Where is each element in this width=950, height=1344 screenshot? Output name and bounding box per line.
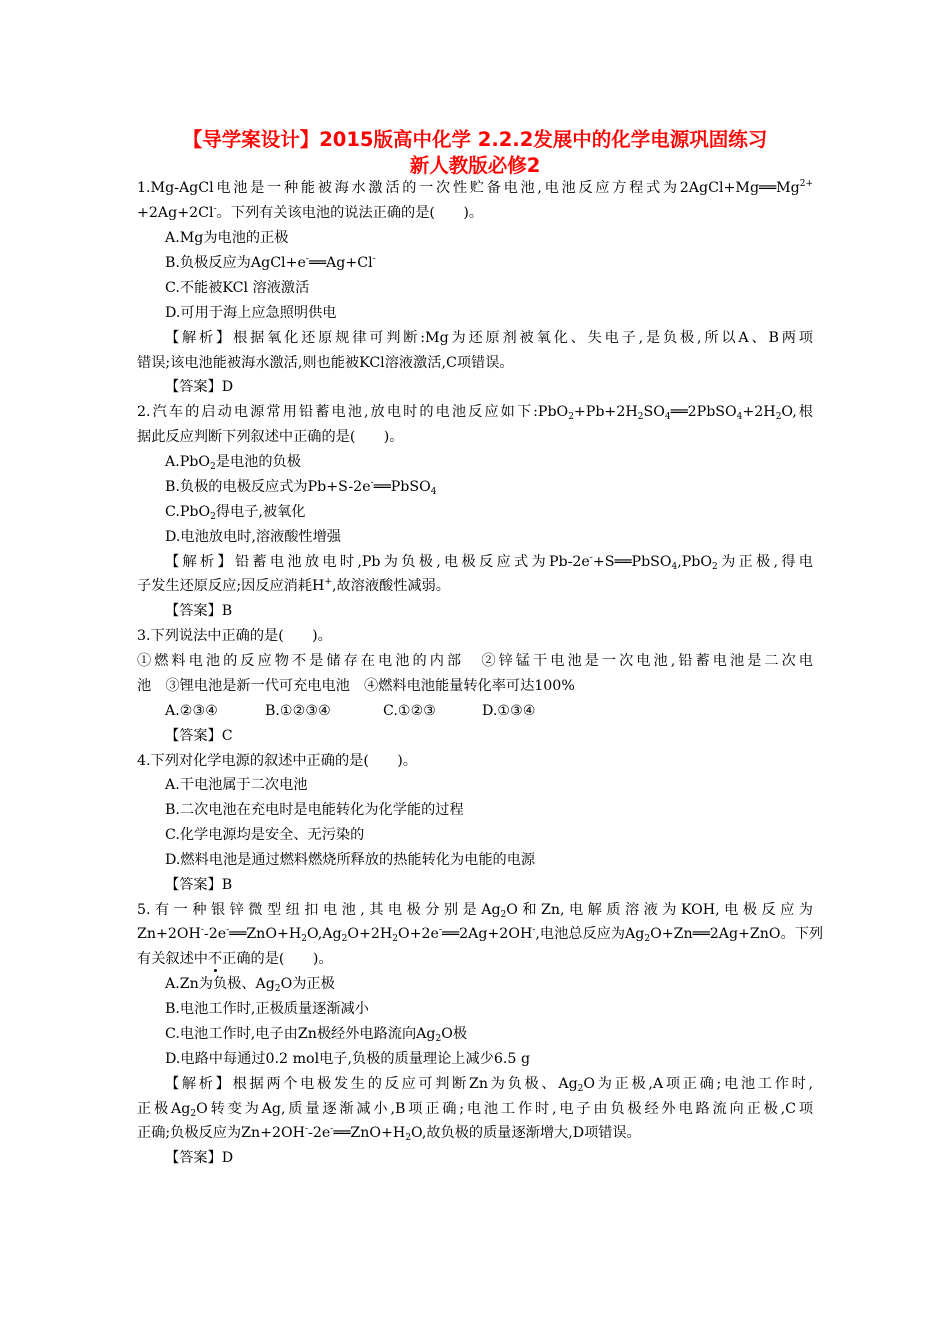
q3-option-c: C.①②③: [383, 703, 437, 719]
q1-option-a: A.Mg为电池的正极: [165, 230, 289, 246]
q3-items-line1: ①燃料电池的反应物不是储存在电池的内部 ②锌锰干电池是一次电池,铅蓄电池是二次电: [137, 653, 813, 669]
q4-option-a: A.干电池属于二次电池: [165, 777, 308, 793]
q5-option-c: C.电池工作时,电子由Zn极经外电路流向$Ag_2O$极: [165, 1026, 468, 1044]
q5-answer: 【答案】D: [165, 1150, 234, 1166]
q5-stem-line1: 5.有一种银锌微型纽扣电池,其电极分别是$Ag_2O$和Zn,电解质溶液为KOH,电极反应为: [137, 902, 813, 920]
q3-option-b: B.①②③④: [265, 703, 331, 719]
q5-option-d: D.电路中每通过0.2 mol电子,负极的质量理论上减少6.5 g: [165, 1051, 531, 1067]
q2-answer: 【答案】B: [165, 603, 233, 619]
q2-stem-line1: 2.汽车的启动电源常用铅蓄电池,放电时的电池反应如下$:PbO_2+Pb+2H_2SO_4══2PbSO_4+2H_2O$,根: [137, 404, 813, 422]
q1-answer: 【答案】D: [165, 379, 234, 395]
q4-option-b: B.二次电池在充电时是电能转化为化学能的过程: [165, 802, 464, 818]
q5-analysis-line3: 正确;负极反应为$Zn+2OH^--2e^-══ZnO+H_2O$,故负极的质量逐渐增大,D项错误。: [137, 1124, 641, 1143]
q3-items-line2: 池 ③锂电池是新一代可充电电池 ④燃料电池能量转化率可达100%: [137, 678, 575, 694]
q4-option-d: D.燃料电池是通过燃料燃烧所释放的热能转化为电能的电源: [165, 852, 536, 868]
q2-analysis-line2: 子发生还原反应;因反应消耗H+,故溶液酸性减弱。: [137, 577, 450, 594]
q3-stem: 3.下列说法中正确的是( )。: [137, 628, 332, 644]
q5-stem-line2: $Zn+2OH^--2e^-══ZnO+H_2O,Ag_2O+2H_2O+2e^-══2Ag+2OH^-$,电池总反应为$Ag_2O+Zn══2Ag+ZnO$。下列: [137, 925, 824, 944]
q2-option-d: D.电池放电时,溶液酸性增强: [165, 529, 341, 545]
q4-stem: 4.下列对化学电源的叙述中正确的是( )。: [137, 753, 417, 769]
q1-option-b: B.负极反应为AgCl+e-══Ag+Cl-: [165, 254, 376, 271]
q1-option-c: C.不能被KCl 溶液激活: [165, 280, 310, 296]
q5-stem-line3: [137, 950, 333, 968]
q5-option-a: A.Zn为负极、$Ag_2O$为正极: [165, 976, 335, 994]
q5-stem-line3-correct: 正确: [222, 951, 251, 967]
q3-option-d: D.①③④: [482, 703, 536, 719]
q2-option-b: B.负极的电极反应式为Pb+S-2e-══PbSO$_4$: [165, 478, 437, 497]
q1-analysis-line2: 错误;该电池能被海水激活,则也能被KCl溶液激活,C项错误。: [137, 355, 514, 371]
q5-stem-line3-pre: 有关叙述中: [137, 951, 208, 967]
q1-stem-line1: 1.Mg-AgCl电池是一种能被海水激活的一次性贮备电池,电池反应方程式为$2AgCl+Mg══Mg^{2+}$: [137, 179, 813, 196]
q5-analysis-line1: 【解析】根据两个电极发生的反应可判断Zn为负极、$Ag_2O$为正极,A项正确;电池工作时,: [165, 1076, 813, 1094]
q3-answer: 【答案】C: [165, 728, 233, 744]
q1-analysis-line1: 【解析】根据氧化还原规律可判断:Mg为还原剂被氧化、失电子,是负极,所以A、B两项: [165, 330, 813, 346]
q5-emphasis-not: 不: [207, 951, 223, 967]
q3-option-a: A.②③④: [165, 703, 218, 719]
q5-option-b: B.电池工作时,正极质量逐渐减小: [165, 1001, 369, 1017]
q4-option-c: C.化学电源均是安全、无污染的: [165, 827, 365, 843]
doc-title-line2: 新人教版必修2: [409, 154, 541, 177]
q5-analysis-line2: 正极$Ag_2O$转变为Ag,质量逐渐减小,B项正确;电池工作时,电子由负极经外电路流向正极,C项: [137, 1101, 814, 1119]
q4-answer: 【答案】B: [165, 877, 233, 893]
q2-analysis-line1: 【解析】铅蓄电池放电时,Pb为负极,电极反应式为Pb-2e-+S══PbSO$_4$,PbO$_2$为正极,得电: [165, 553, 813, 572]
doc-title-line1: 【导学案设计】2015版高中化学 2.2.2发展中的化学电源巩固练习: [182, 128, 768, 151]
q2-stem-line2: 据此反应判断下列叙述中正确的是( )。: [137, 429, 404, 445]
q1-stem-line2: +2Ag+2Cl-。下列有关该电池的说法正确的是( )。: [137, 204, 484, 221]
q2-option-a: A.PbO$_2$是电池的负极: [165, 454, 301, 472]
q5-stem-line3-post: 的是( )。: [250, 951, 333, 967]
q2-option-c: C.PbO$_2$得电子,被氧化: [165, 504, 306, 522]
q1-option-d: D.可用于海上应急照明供电: [165, 305, 337, 321]
